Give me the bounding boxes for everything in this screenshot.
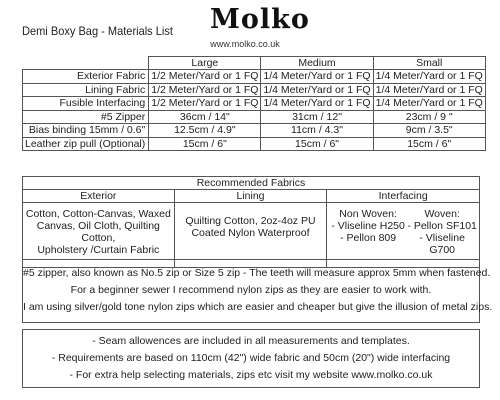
row-label: Fusible Interfacing (23, 97, 149, 111)
exterior-line: Cotton, Cotton-Canvas, Waxed (25, 208, 171, 220)
table-cell: 9cm / 3.5" (373, 124, 485, 138)
exterior-fabrics-cell (23, 203, 175, 268)
table-row (23, 97, 486, 111)
table-cell: 12.5cm / 4.9" (149, 124, 261, 138)
row-label: Bias binding 15mm / 0.6" (23, 124, 149, 138)
interfacing-line: - Pellon SF101 (407, 220, 477, 232)
table-cell: 1/4 Meter/Yard or 1 FQ (373, 83, 485, 97)
note-line: - Seam allowences are included in all measurements and templates. (92, 335, 410, 347)
non-woven-interfacing (331, 208, 405, 244)
note-line: - For extra help selecting materials, zips etc visit my website www.molko.co.uk (69, 369, 433, 381)
table-cell: 31cm / 12" (261, 110, 373, 124)
materials-size-table (22, 56, 486, 151)
recommended-fabrics-table (22, 176, 480, 268)
table-cell: 1/4 Meter/Yard or 1 FQ (373, 97, 485, 111)
table-cell: 23cm / 9 " (373, 110, 485, 124)
general-notes-box (22, 329, 480, 388)
table-cell: 15cm / 6" (261, 137, 373, 151)
table-cell: 11cm / 4.3" (261, 124, 373, 138)
woven-interfacing (407, 208, 477, 256)
table-row (23, 124, 486, 138)
row-label: Exterior Fabric (23, 70, 149, 84)
document-title: Demi Boxy Bag - Materials List (22, 24, 173, 38)
table-row (23, 83, 486, 97)
table-cell: 1/4 Meter/Yard or 1 FQ (261, 83, 373, 97)
note-line: - Requirements are based on 110cm (42") wide fabric and 50cm (20") wide interfacing (51, 352, 451, 364)
row-label: Lining Fabric (23, 83, 149, 97)
table-cell: 1/4 Meter/Yard or 1 FQ (261, 97, 373, 111)
zipper-note-box (22, 259, 493, 323)
table-row (23, 137, 486, 151)
lining-line: Quilting Cotton, 2oz-4oz PU (185, 215, 316, 227)
table-cell: 1/2 Meter/Yard or 1 FQ (149, 83, 261, 97)
exterior-line: Canvas, Oil Cloth, Quilting Cotton, (36, 220, 160, 244)
row-label: #5 Zipper (23, 110, 149, 124)
lining-line: Coated Nylon Waterproof (191, 227, 310, 239)
table-row (23, 110, 486, 124)
interfacing-line: - Vliseline G700 (419, 232, 465, 256)
zipper-note-line: I am using silver/gold tone nylon zips which are easier and cheaper but give the illusion of metal zips. (23, 301, 493, 313)
brand-logo: Molko (210, 4, 310, 35)
table-cell: 1/4 Meter/Yard or 1 FQ (261, 70, 373, 84)
zipper-note-line: #5 zipper, also known as No.5 zip or Size 5 zip - The teeth will measure approx 5mm when fastened. (23, 267, 491, 279)
fabrics-header-exterior: Exterior (23, 190, 175, 203)
column-header-large: Large (149, 57, 261, 70)
table-corner (23, 57, 149, 70)
fabrics-header-lining: Lining (174, 190, 327, 203)
interfacing-line: Non Woven: (339, 208, 397, 220)
fabrics-title: Recommended Fabrics (23, 177, 480, 190)
fabrics-header-row (23, 190, 480, 203)
website-url: www.molko.co.uk (210, 39, 280, 49)
interfacing-line: - Vliseline H250 (331, 220, 405, 232)
column-header-small: Small (373, 57, 485, 70)
fabrics-content-row (23, 203, 480, 268)
fabrics-title-row (23, 177, 480, 190)
interfacing-cell (327, 203, 480, 268)
table-cell: 1/2 Meter/Yard or 1 FQ (149, 97, 261, 111)
table-cell: 1/2 Meter/Yard or 1 FQ (149, 70, 261, 84)
exterior-line: Upholstery /Curtain Fabric (37, 244, 160, 256)
table-cell: 15cm / 6" (149, 137, 261, 151)
table-header-row (23, 57, 486, 70)
lining-fabrics-cell (174, 203, 327, 268)
fabrics-header-interfacing: Interfacing (327, 190, 480, 203)
table-cell: 1/4 Meter/Yard or 1 FQ (373, 70, 485, 84)
table-cell: 36cm / 14" (149, 110, 261, 124)
interfacing-line: Woven: (424, 208, 460, 220)
zipper-note-line: For a beginner sewer I recommend nylon zips as they are easier to work with. (70, 284, 432, 296)
row-label: Leather zip pull (Optional) (23, 137, 149, 151)
table-row (23, 70, 486, 84)
interfacing-line: - Pellon 809 (340, 232, 397, 244)
table-cell: 15cm / 6" (373, 137, 485, 151)
column-header-medium: Medium (261, 57, 373, 70)
